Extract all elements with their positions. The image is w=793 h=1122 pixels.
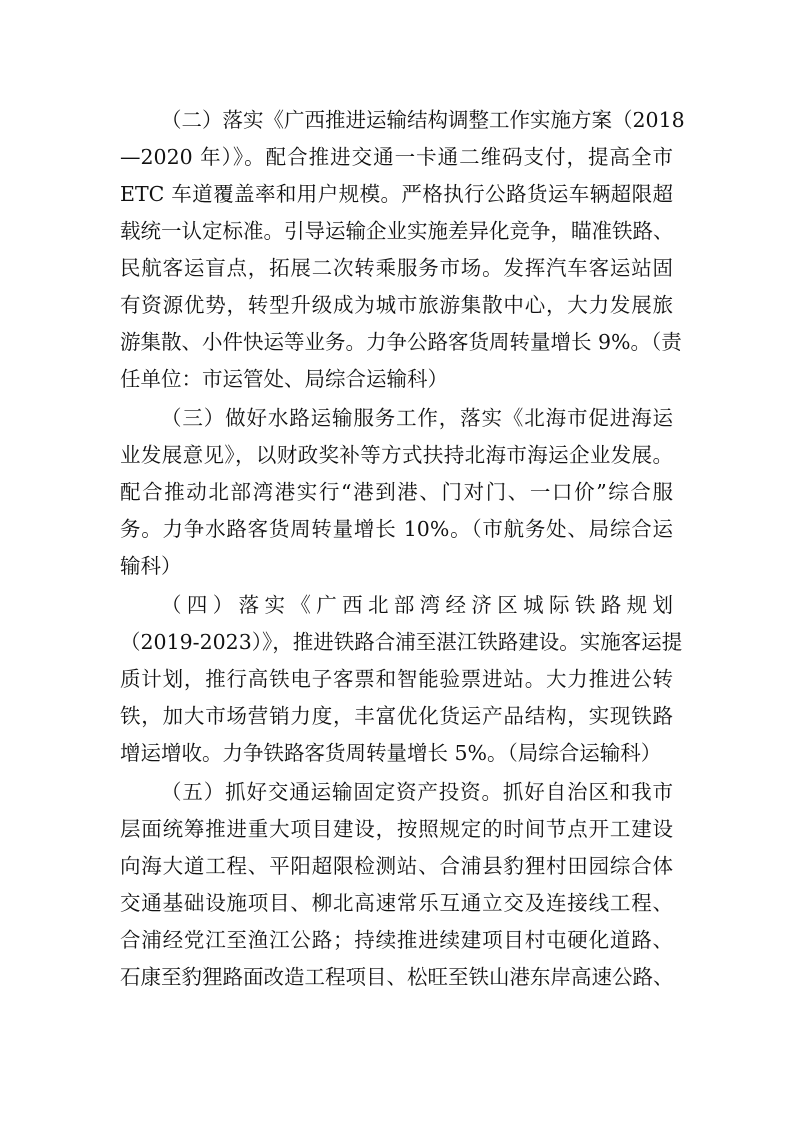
text-line: 层面统筹推进重大项目建设，按照规定的时间节点开工建设 xyxy=(120,817,673,841)
text-line: 游集散、小件快运等业务。力争公路客货周转量增长 9%。（责 xyxy=(120,330,682,354)
text-line: 任单位：市运管处、局综合运输科） xyxy=(120,367,448,391)
text-line: （三）做好水路运输服务工作，落实《北海市促进海运 xyxy=(161,406,673,430)
text-line: 质计划，推行高铁电子客票和智能验票进站。大力推进公转 xyxy=(120,667,673,691)
text-line: （五）抓好交通运输固定资产投资。抓好自治区和我市 xyxy=(161,780,673,804)
text-line: 民航客运盲点，拓展二次转乘服务市场。发挥汽车客运站固 xyxy=(120,256,673,280)
text-line: 输科） xyxy=(120,554,182,578)
text-line: —2020 年）》。配合推进交通一卡通二维码支付，提高全市 xyxy=(120,145,673,169)
text-line: 铁，加大市场营销力度，丰富优化货运产品结构，实现铁路 xyxy=(120,704,673,728)
text-line: 有资源优势，转型升级成为城市旅游集散中心，大力发展旅 xyxy=(120,293,673,317)
text-line: 石康至豹狸路面改造工程项目、松旺至铁山港东岸高速公路、 xyxy=(120,965,674,989)
text-line: 合浦经党江至渔江公路；持续推进续建项目村屯硬化道路、 xyxy=(120,928,673,952)
text-line: 向海大道工程、平阳超限检测站、合浦县豹狸村田园综合体 xyxy=(120,854,673,878)
text-line: 务。力争水路客货周转量增长 10%。（市航务处、局综合运 xyxy=(120,517,673,541)
text-line: ETC 车道覆盖率和用户规模。严格执行公路货运车辆超限超 xyxy=(120,182,673,206)
text-line: （四）落实《广西北部湾经济区城际铁路规划 xyxy=(161,593,673,617)
text-line: 交通基础设施项目、柳北高速常乐互通立交及连接线工程、 xyxy=(120,891,673,915)
text-line: 配合推动北部湾港实行“港到港、门对门、一口价”综合服 xyxy=(120,480,673,504)
text-line: （2019-2023）》，推进铁路合浦至湛江铁路建设。实施客运提 xyxy=(120,630,683,654)
text-line: （二）落实《广西推进运输结构调整工作实施方案（2018 xyxy=(161,108,685,132)
text-line: 增运增收。力争铁路客货周转量增长 5%。（局综合运输科） xyxy=(120,741,662,765)
text-line: 载统一认定标准。引导运输企业实施差异化竞争，瞄准铁路、 xyxy=(120,219,674,243)
text-line: 业发展意见》，以财政奖补等方式扶持北海市海运企业发展。 xyxy=(120,443,673,467)
